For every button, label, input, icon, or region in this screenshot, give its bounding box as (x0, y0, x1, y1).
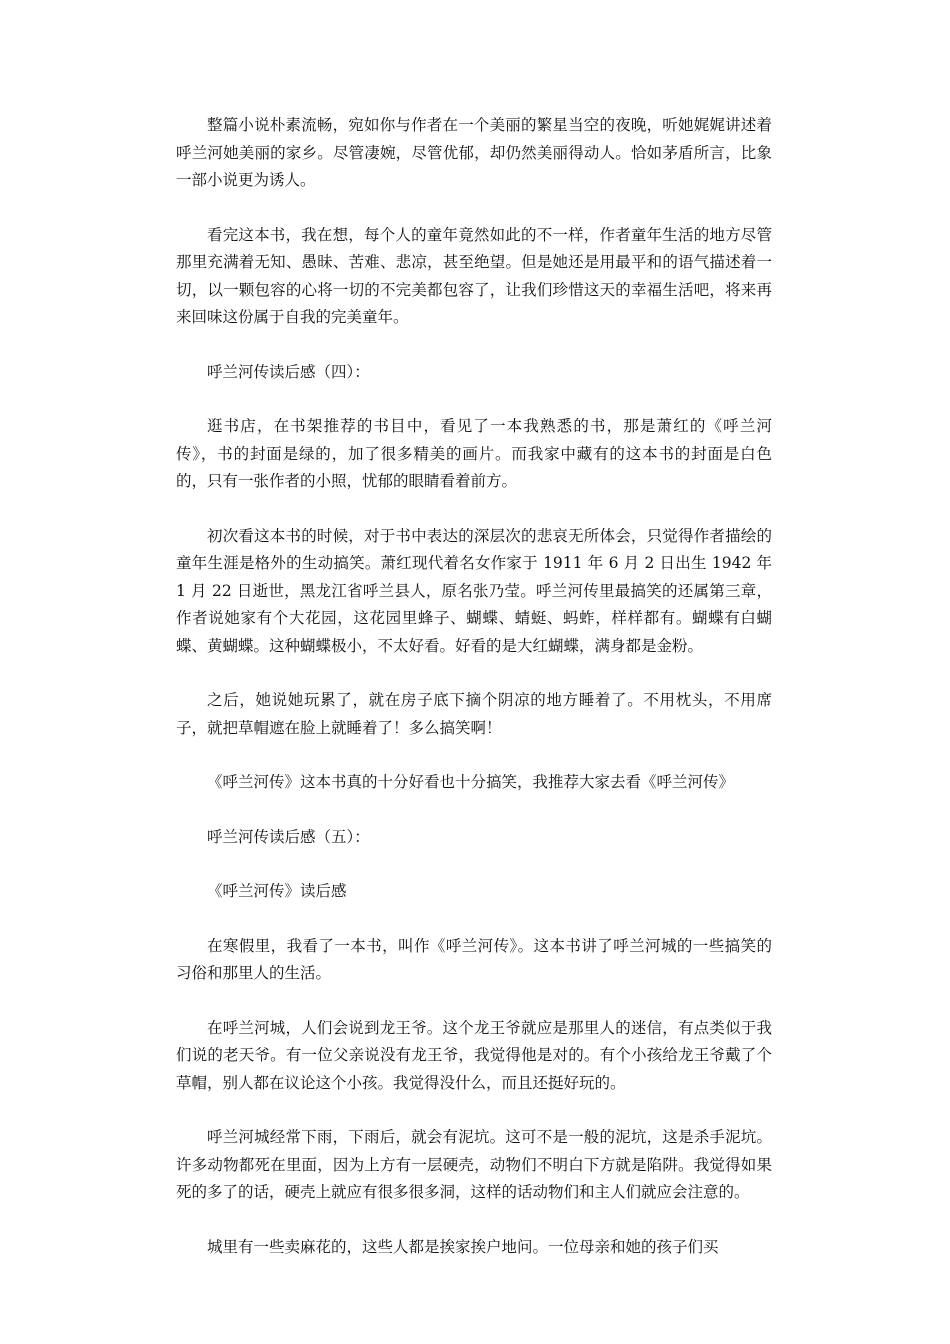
paragraph-novel-summary: 整篇小说朴素流畅，宛如你与作者在一个美丽的繁星当空的夜晚，听她娓娓讲述着呼兰河她美丽的家乡。尽管凄婉，尽管优郁，却仍然美丽得动人。恰如茅盾所言，比象一部小说更为诱人。 (176, 116, 772, 189)
section-heading-four: 呼兰河传读后感（四）： (207, 362, 370, 381)
paragraph-bookstore: 逛书店，在书架推荐的书目中，看见了一本我熟悉的书，那是萧红的《呼兰河传》，书的封面是绿的，加了很多精美的画片。而我家中藏有的这本书的封面是白色的，只有一张作者的小照，忧郁的眼睛看着前方。 (176, 417, 772, 490)
paragraph-sleeping: 之后，她说她玩累了，就在房子底下摘个阴凉的地方睡着了。不用枕头，不用席子，就把草帽遮在脸上就睡着了！多么搞笑啊！ (176, 691, 772, 737)
paragraph-first-reading: 初次看这本书的时候，对于书中表达的深层次的悲哀无所体会，只觉得作者描绘的童年生涯是格外的生动搞笑。萧红现代着名女作家于 1911 年 6 月 2 日出生 1942 年 1 月 22 日逝世，黑龙江省呼兰县人，原名张乃莹。呼兰河传里最搞笑的还属第三章，作者说她家有个大花园，这花园里蜂子、蝴蝶、蜻蜓、蚂蚱，样样都有。蝴蝶有白蝴蝶、黄蝴蝶。这种蝴蝶极小，不太好看。好看的是大红蝴蝶，满身都是金粉。 (176, 526, 772, 655)
paragraph-winter-break: 在寒假里，我看了一本书，叫作《呼兰河传》。这本书讲了呼兰河城的一些搞笑的习俗和那里人的生活。 (176, 936, 772, 982)
section-heading-five: 呼兰河传读后感（五）： (207, 827, 370, 846)
essay-title: 《呼兰河传》读后感 (207, 882, 347, 900)
paragraph-recommendation: 《呼兰河传》这本书真的十分好看也十分搞笑，我推荐大家去看《呼兰河传》 (207, 773, 735, 791)
document-body (176, 112, 772, 1288)
paragraph-mud-pit: 呼兰河城经常下雨，下雨后，就会有泥坑。这可不是一般的泥坑，这是杀手泥坑。许多动物都死在里面，因为上方有一层硬壳，动物们不明白下方就是陷阱。我觉得如果死的多了的话，硬壳上就应有很多很多洞，这样的话动物们和主人们就应会注意的。 (176, 1128, 772, 1201)
paragraph-mahua-sellers: 城里有一些卖麻花的，这些人都是挨家挨户地问。一位母亲和她的孩子们买 (207, 1237, 719, 1256)
paragraph-dragon-king: 在呼兰河城，人们会说到龙王爷。这个龙王爷就应是那里人的迷信，有点类似于我们说的老天爷。有一位父亲说没有龙王爷，我觉得他是对的。有个小孩给龙王爷戴了个草帽，别人都在议论这个小孩。我觉得没什么，而且还挺好玩的。 (176, 1018, 772, 1092)
paragraph-reflection-childhood: 看完这本书，我在想，每个人的童年竟然如此的不一样，作者童年生活的地方尽管那里充满着无知、愚昧、苦难、悲凉，甚至绝望。但是她还是用最平和的语气描述着一切，以一颗包容的心将一切的不完美都包容了，让我们珍惜这天的幸福生活吧，将来再来回味这份属于自我的完美童年。 (176, 225, 772, 326)
